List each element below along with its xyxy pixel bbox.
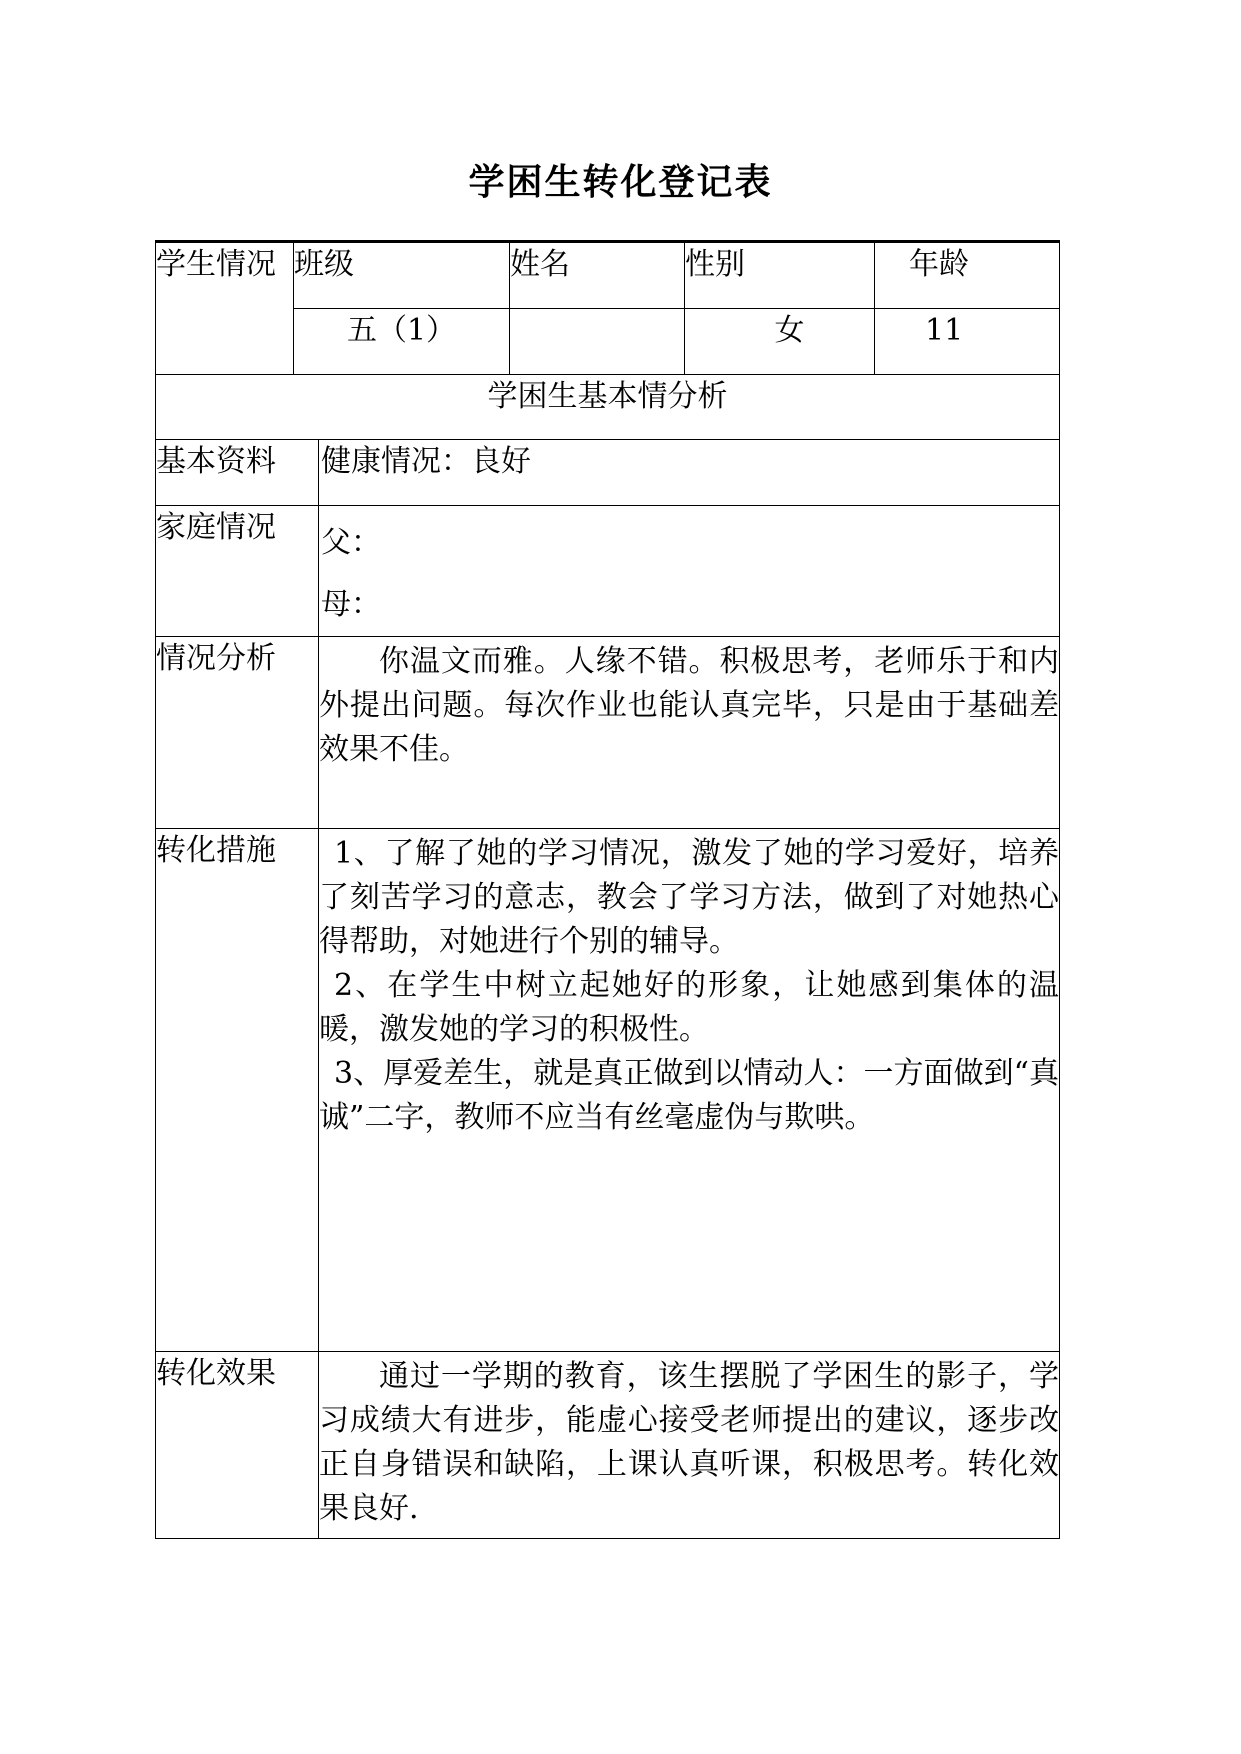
registration-form-table — [155, 240, 1060, 1539]
section-title: 学困生基本情分析 — [156, 375, 1060, 440]
effect-label: 转化效果 — [156, 1352, 319, 1539]
student-header-row — [156, 242, 1060, 309]
basic-text: 健康情况：良好 — [319, 440, 1060, 506]
family-row — [156, 506, 1060, 637]
analysis-label: 情况分析 — [156, 637, 319, 829]
measures-label: 转化措施 — [156, 829, 319, 1352]
measure-item-1: 1、了解了她的学习情况，激发了她的学习爱好，培养了刻苦学习的意志，教会了学习方法，做到了对她热心得帮助，对她进行个别的辅导。 — [319, 836, 1059, 959]
measure-item-3: 3、厚爱差生，就是真正做到以情动人：一方面做到“真诚”二字，教师不应当有丝毫虚伪与欺哄。 — [319, 1056, 1059, 1135]
measures-cell — [319, 829, 1060, 1352]
family-cell — [319, 506, 1060, 637]
father-line: 父： — [321, 525, 381, 560]
class-value: 五（1） — [294, 309, 510, 375]
measure-item-2: 2、在学生中树立起她好的形象，让她感到集体的温暖，激发她的学习的积极性。 — [319, 968, 1059, 1047]
document-title: 学困生转化登记表 — [468, 161, 773, 203]
name-value — [510, 309, 685, 375]
age-header: 年龄 — [875, 242, 1060, 309]
age-value: 11 — [875, 309, 1060, 375]
family-label: 家庭情况 — [156, 506, 319, 637]
basic-row — [156, 440, 1060, 506]
name-header: 姓名 — [510, 242, 685, 309]
measures-row — [156, 829, 1060, 1352]
student-info-label: 学生情况 — [156, 242, 294, 375]
effect-row — [156, 1352, 1060, 1539]
analysis-row — [156, 637, 1060, 829]
class-header: 班级 — [294, 242, 510, 309]
basic-label: 基本资料 — [156, 440, 319, 506]
gender-header: 性别 — [685, 242, 875, 309]
mother-line: 母： — [321, 587, 381, 622]
analysis-text: 你温文而雅。人缘不错。积极思考，老师乐于和内外提出问题。每次作业也能认真完毕，只是由于基础差效果不佳。 — [319, 637, 1060, 829]
section-row — [156, 375, 1060, 440]
gender-value: 女 — [685, 309, 875, 375]
effect-text: 通过一学期的教育，该生摆脱了学困生的影子，学习成绩大有进步，能虚心接受老师提出的建议，逐步改正自身错误和缺陷，上课认真听课，积极思考。转化效果良好. — [319, 1352, 1060, 1539]
